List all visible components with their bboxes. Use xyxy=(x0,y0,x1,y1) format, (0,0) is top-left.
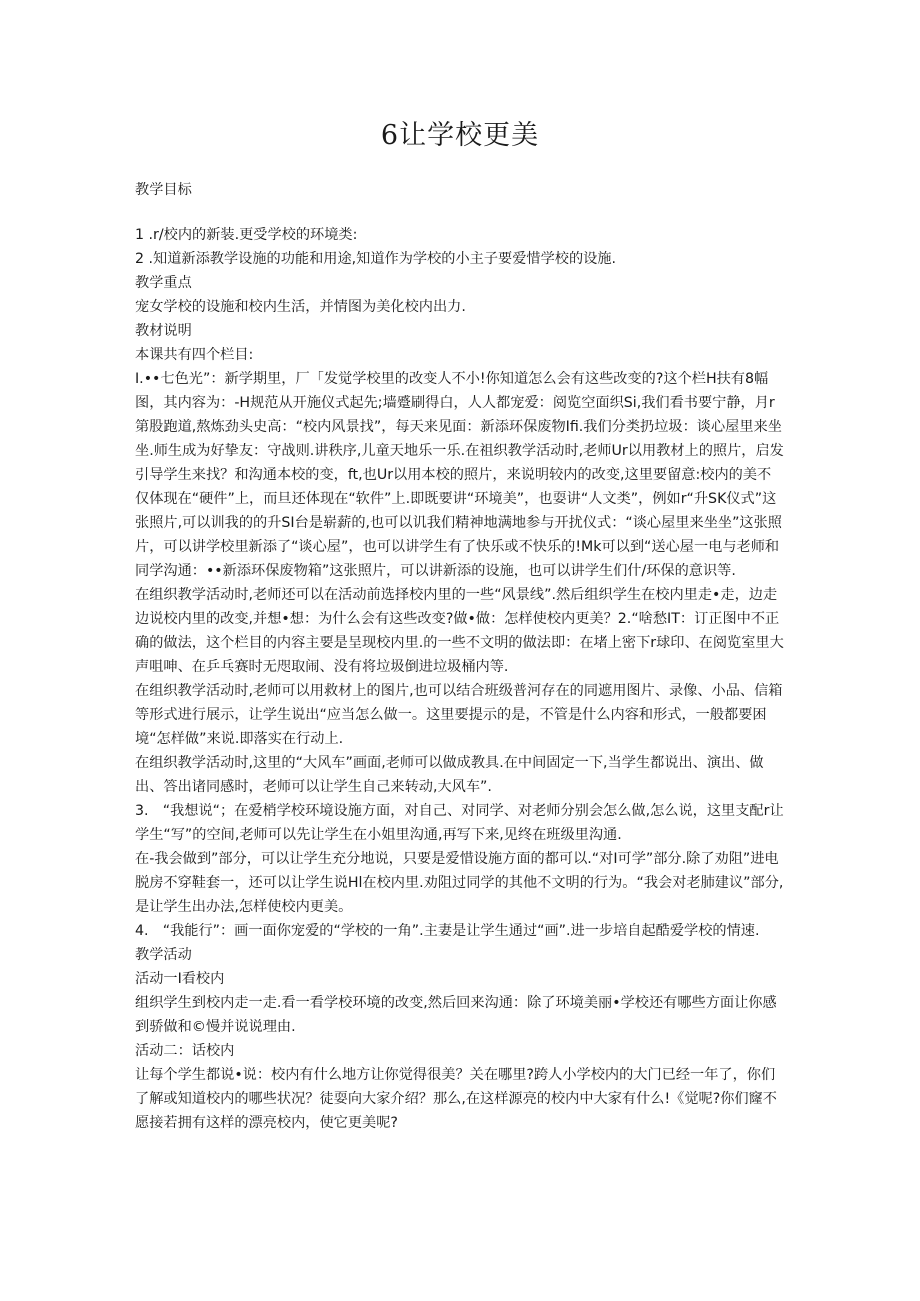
body-paragraph-2: 在组织教学活动时,老师还可以在活动前选择校内里的一些“风景线”.然后组织学生在校内里走•走，边走边说校内里的改变,并想•想：为什么会有这些改变?做•做：怎样使校内更美？2.“啥愁IT：订正图中不正确的做法，这个栏目的内容主要是呈现校内里.的一些不文明的做法即：在堵上密下r球印、在阅览室里大声咀呻、在乒乓赛时无咫取闹、没有将垃圾倒进垃圾桶内等. xyxy=(135,587,784,675)
materials-intro: 本课共有四个栏目: xyxy=(135,347,254,363)
body-paragraph-3: 在组织教学活动时,老师可以用救材上的图片,也可以结合班级普河存在的同遮用图片、录像、小品、信箱等形式进行展示，让学生说出“应当怎么做一。这里要提示的是，不管是什么内容和形式，一般都要困境“怎样做”来说.即落实在行动上. xyxy=(135,683,783,747)
body-paragraph-1: I.••七色光”：新学期里，厂「发觉学校里的改变人不小!你知道怎么会有这些改变的?这个栏H扶有8幅图，其内容为：-H规范从开施仪式起先;墙蹙刷得白，人人都宠爱：阅览空面织Si,我们看书要宁静，月r第股跑道,熬炼劲头史高：“校内风景找”，每天来见面：新添环保废物Ifi.我们分类扔垃圾：谈心屋里来坐坐.师生成为好挚友：守战则.讲秩序,儿童天地乐一乐.在祖织教学活动时,老师Ur以用教材上的照片，启发引导学生来找？和沟通本校的变，ft,也Ur以用本校的照片，来说明较内的改变,这里要留意:校内的美不仅体现在“硬件”上，而旦还体现在“软件”上.即既要讲“环境美”，也耍讲“人文类”，例如r“升SK仪式”这张照片,可以训我的的升SI台是崭薪的,也可以讥我们精神地满地参与开扰仪式：“谈心屋里来坐坐”这张照片，可以讲学校里新添了“谈心屋”，也可以讲学生有了快乐或不快乐的!Mk可以到“送心屋一电与老师和同学沟通：••新添环保废物箱”这张照片，可以讲新添的设施，也可以讲学生们什/环保的意识等. xyxy=(135,371,784,579)
section-heading-objectives: 教学目标 xyxy=(135,182,192,198)
section-heading-key-points: 教学重点 xyxy=(135,275,192,291)
body-paragraph-4: 在组织教学活动时,这里的“大风车”画面,老师可以做成教具.在中间固定一下,当学生都说出、演出、做出、答出诸同感时，老师可以让学生自己来转动,大风车”. xyxy=(135,755,764,795)
activity-1-title: 活动一I看校内 xyxy=(135,971,225,987)
section-heading-activities: 教学活动 xyxy=(135,947,192,963)
activity-1-paragraph: 组织学生到校内走一走.看一看学校环境的改变,然后回来沟通：除了环境美丽•学校还有哪些方面让你感到骄做和©慢并说说理由. xyxy=(135,995,777,1035)
section-heading-materials: 教材说明 xyxy=(135,323,192,339)
activity-2-paragraph: 让每个学生都说•说：校内有什么地方让你觉得很美？关在哪里?跨人小学校内的大门已经一年了，你们了解或知道校内的哪些状况？徒耍向大家介绍？那么,在这样源亮的校内中大家有什么!《觉呢?你们窿不愿接若拥有这样的漂亮校内，使它更美呢? xyxy=(135,1067,777,1131)
objective-item-1: 1 .r/校内的新装.更受学校的环境类: xyxy=(135,227,358,243)
activity-2-title: 活动二：话校内 xyxy=(135,1043,235,1059)
page-title: 6让学校更美 xyxy=(380,120,540,151)
body-paragraph-6: 在-我会做到”部分，可以让学生充分地说，只要是爱惜设施方面的都可以.“对I可学”部分.除了劝阻”进电脱房不穿鞋套一，还可以让学生说Hl在校内里.劝阻过同学的其他不文明的行为。“我会对老肺建议”部分,是让学生出办法,怎样使校内更美。 xyxy=(135,851,784,915)
body-paragraph-5: 3. “我想说“；在爱梢学校环境设施方面，对自己、对同学、对老师分别会怎么做,怎么说，这里支配r让学生“写”的空间,老师可以先让学生在小姐里沟通,再写下来,见终在班级里沟通. xyxy=(135,803,784,843)
key-points-paragraph: 宠女学校的设施和校内生活，并情图为美化校内出力. xyxy=(135,299,466,315)
objective-item-2: 2 .知道新添教学设施的功能和用途,知道作为学校的小主子要爱惜学校的设施. xyxy=(135,251,617,267)
document-body xyxy=(135,178,785,1135)
body-paragraph-7: 4. “我能行”：画一面你宠爱的“学校的一角”.主妻是让学生通过“画”.进一步培自起酷爱学校的情速. xyxy=(135,923,760,939)
